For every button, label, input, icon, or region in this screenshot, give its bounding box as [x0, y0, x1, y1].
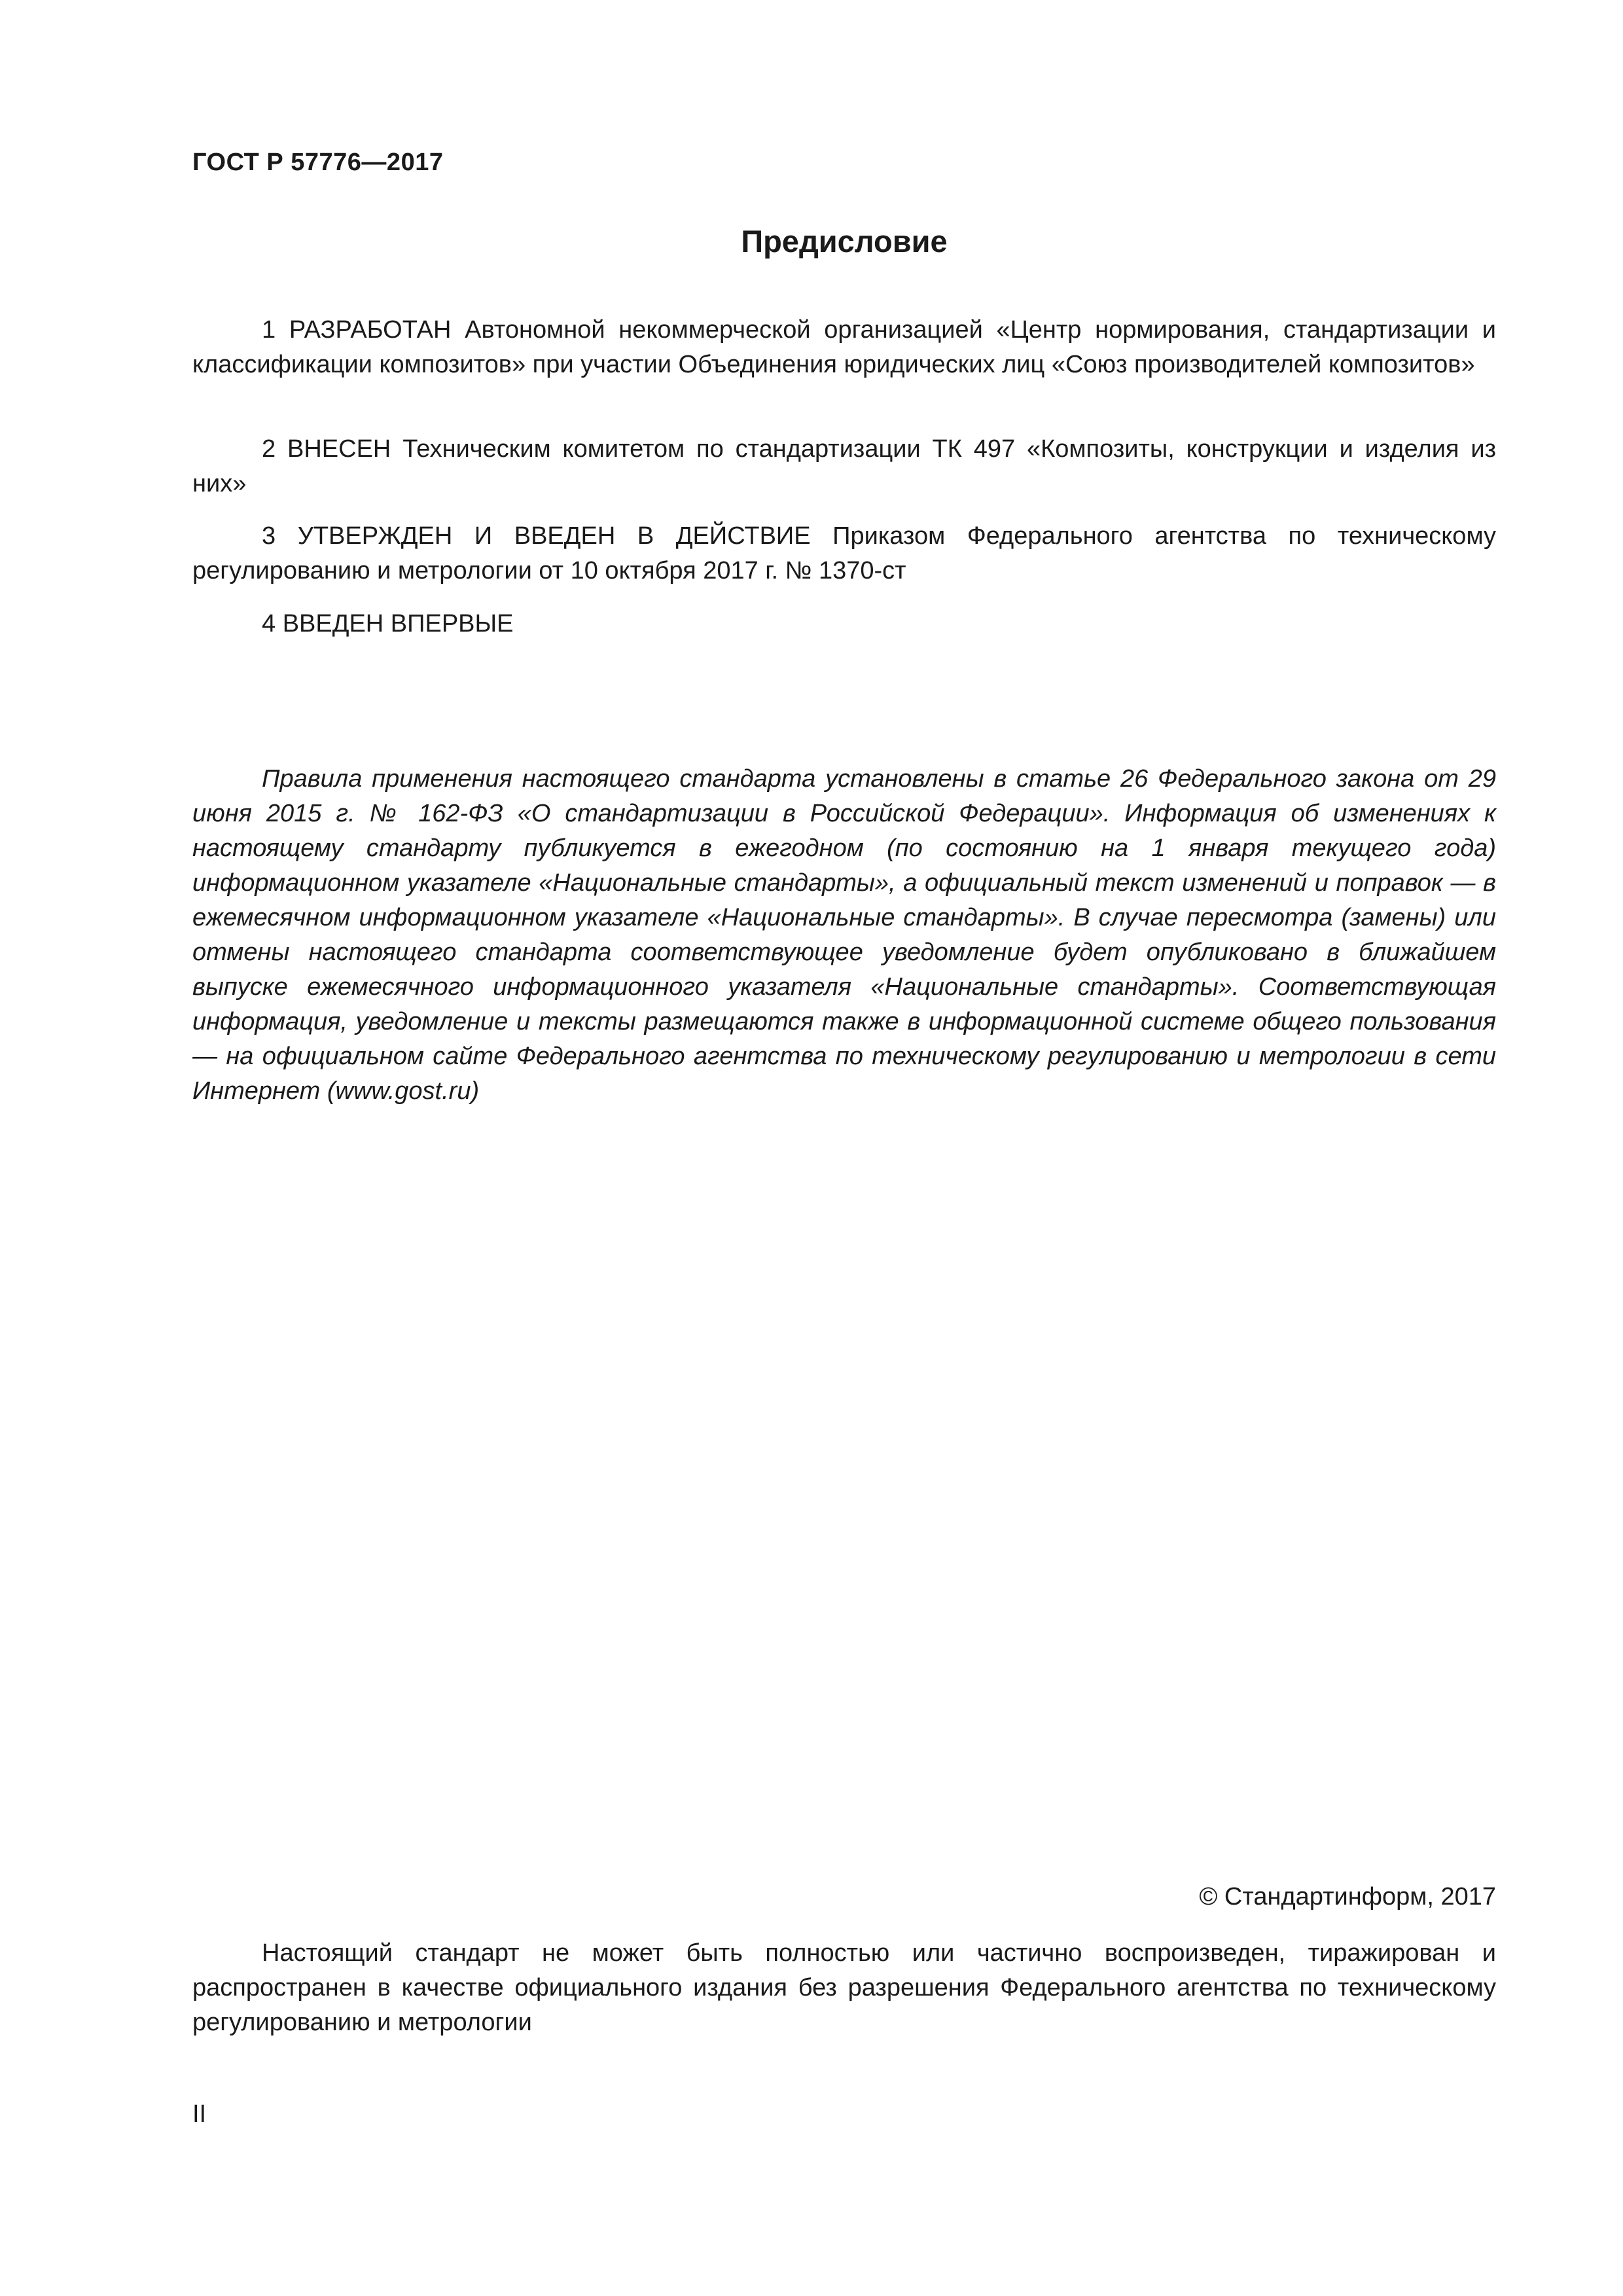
reproduction-notice	[192, 1936, 1496, 2040]
page-number: II	[192, 2100, 207, 2128]
application-rules-block	[192, 762, 1496, 1109]
reproduction-notice-text: Настоящий стандарт не может быть полностью или частично воспроизведен, тиражирован и распространен в качестве официального издания без разрешения Федерального агентства по техническому регулированию и метрологии	[192, 1939, 1496, 2036]
copyright-line: © Стандартинформ, 2017	[1199, 1883, 1496, 1910]
foreword-item-2-text: 2 ВНЕСЕН Техническим комитетом по стандартизации ТК 497 «Композиты, конструкции и изделия из них»	[192, 435, 1496, 497]
foreword-item-2	[192, 432, 1496, 501]
foreword-item-3	[192, 519, 1496, 588]
foreword-item-3-text: 3 УТВЕРЖДЕН И ВВЕДЕН В ДЕЙСТВИЕ Приказом Федерального агентства по техническому регулированию и метрологии от 10 октября 2017 г. № 1370-ст	[192, 522, 1496, 584]
application-rules-text: Правила применения настоящего стандарта установлены в статье 26 Федерального закона от 29 июня 2015 г. № 162-ФЗ «О стандартизации в Российской Федерации». Информация об изменениях к настоящему стандарту публикуется в ежегодном (по состоянию на 1 января текущего года) информационном указателе «Национальные стандарты», а официальный текст изменений и поправок — в ежемесячном информационном указателе «Национальные стандарты». В случае пересмотра (замены) или отмены настоящего стандарта соответствующее уведомление будет опубликовано в ближайшем выпуске ежемесячного информационного указателя «Национальные стандарты». Соответствующая информация, уведомление и тексты размещаются также в информационной системе общего пользования — на официальном сайте Федерального агентства по техническому регулированию и метрологии в сети Интернет (www.gost.ru)	[192, 765, 1496, 1105]
foreword-item-4-text: 4 ВВЕДЕН ВПЕРВЫЕ	[262, 610, 514, 637]
foreword-item-1-text: 1 РАЗРАБОТАН Автономной некоммерческой организацией «Центр нормирования, стандартизации и классификации композитов» при участии Объединения юридических лиц «Союз производителей композитов»	[192, 316, 1496, 378]
page-title: Предисловие	[741, 224, 948, 259]
standard-code-header: ГОСТ Р 57776—2017	[192, 149, 444, 176]
foreword-item-4	[192, 607, 1496, 641]
foreword-item-1	[192, 313, 1496, 382]
